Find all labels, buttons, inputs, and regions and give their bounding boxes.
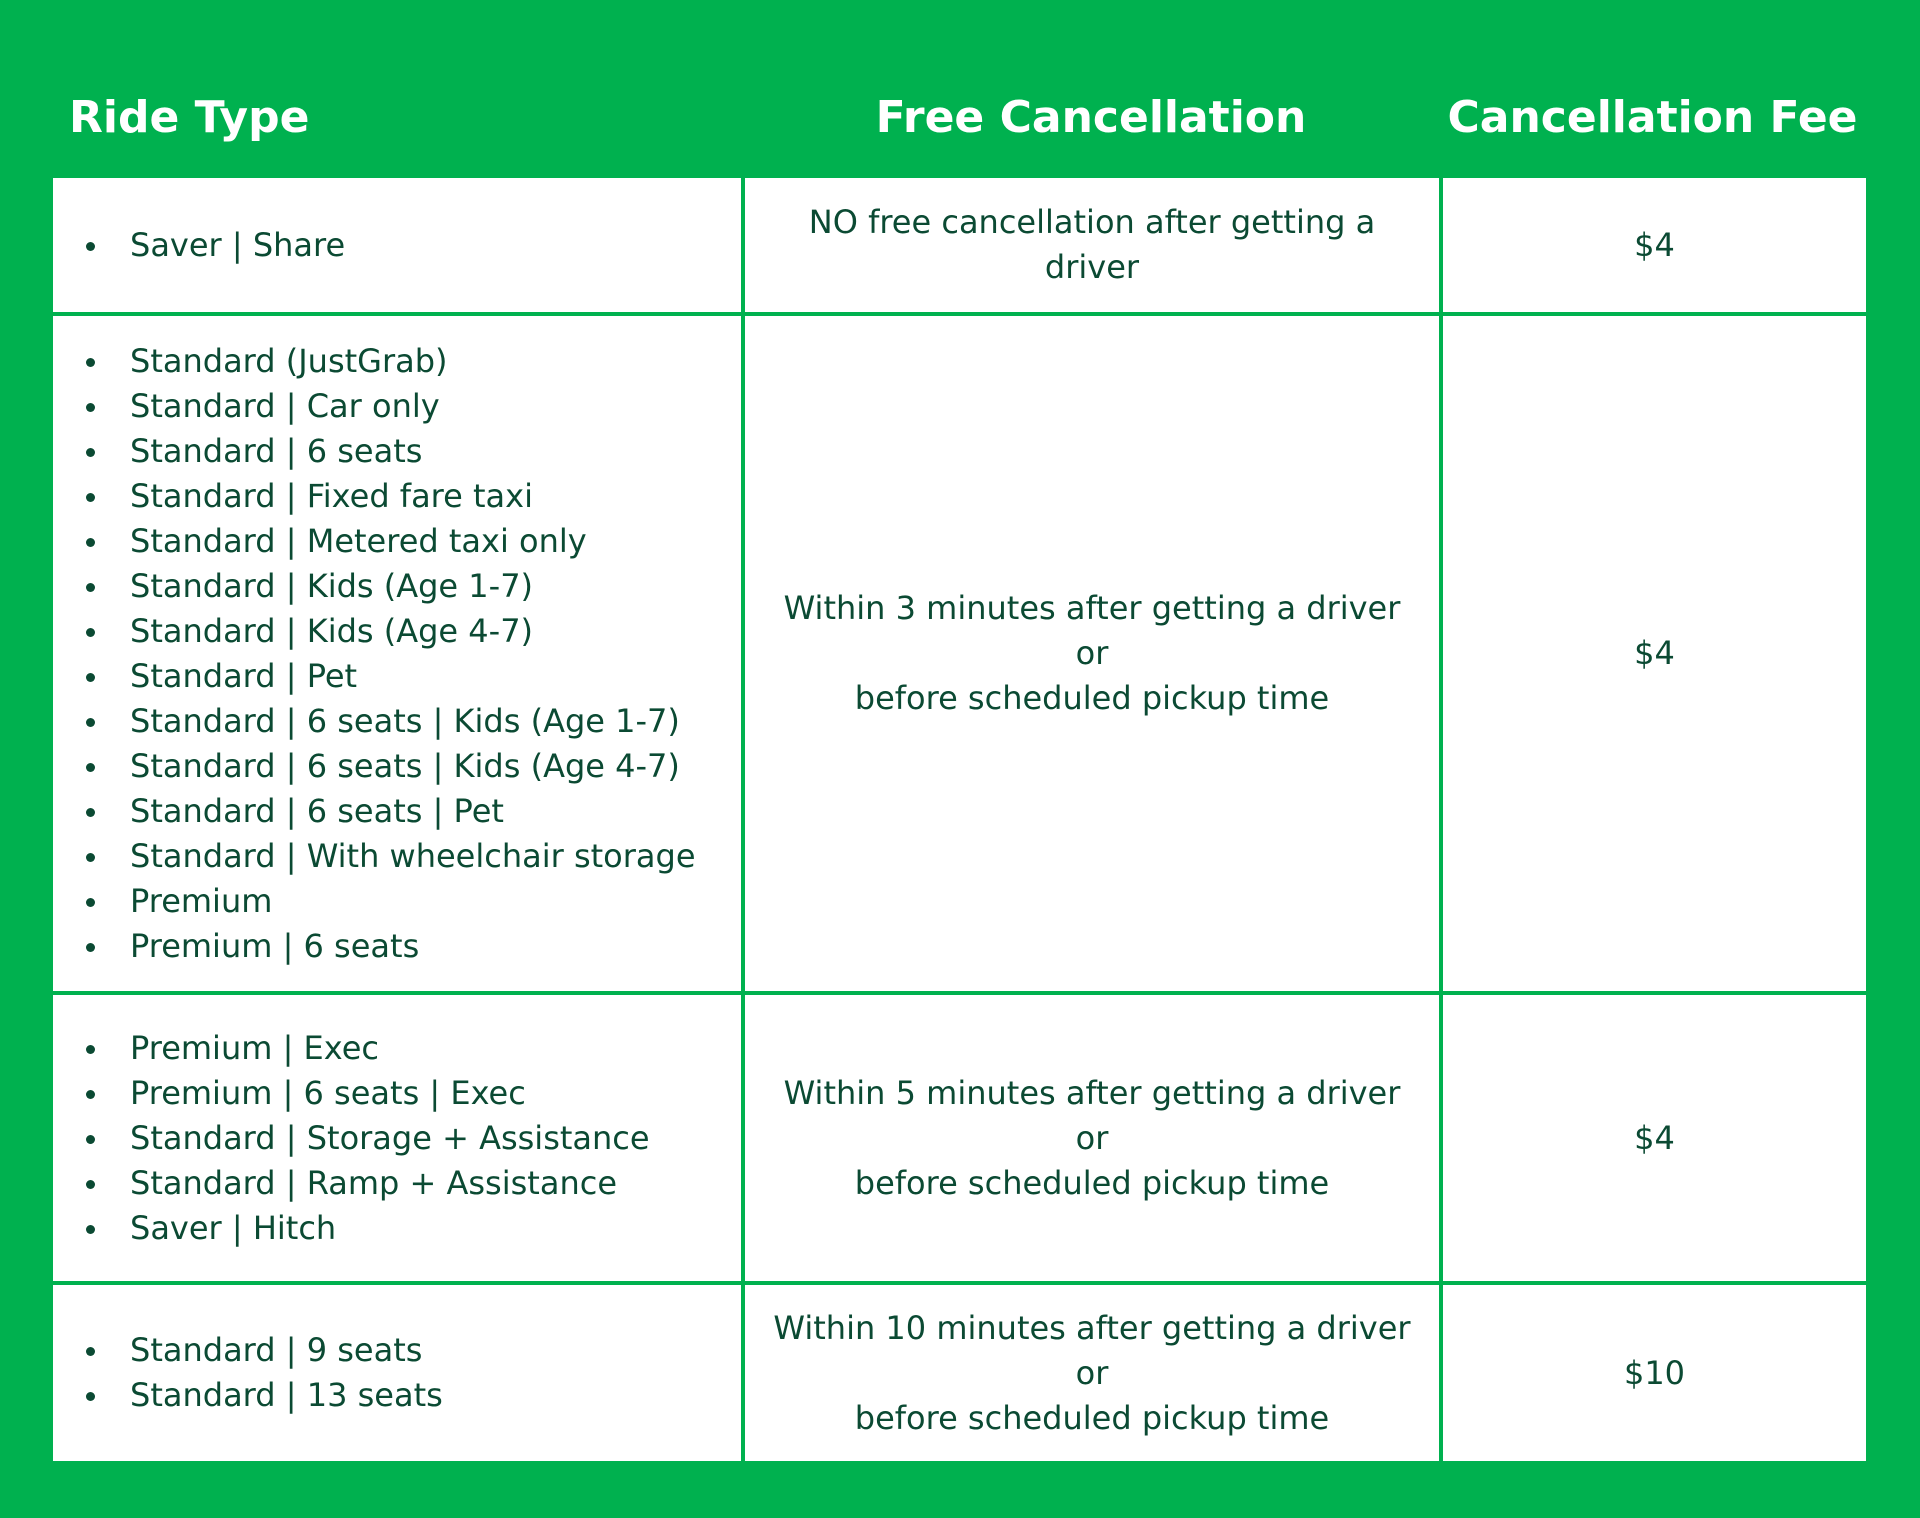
table-row (53, 178, 1866, 312)
list-item: Standard | 6 seats | Kids (Age 4-7) (83, 744, 696, 789)
free-cancellation-text: driver (1044, 248, 1140, 286)
ride-type-list (83, 339, 696, 969)
ride-type-cell (53, 178, 741, 312)
list-item: Standard | Kids (Age 1-7) (83, 564, 696, 609)
header-ride-type: Ride Type (69, 92, 310, 143)
list-item: Standard | 6 seats | Kids (Age 1-7) (83, 699, 696, 744)
ride-type-cell (53, 995, 741, 1281)
free-cancellation-cell (745, 316, 1439, 991)
ride-type-list (83, 1026, 650, 1251)
list-item: Premium | 6 seats (83, 924, 696, 969)
fee-cell (1443, 995, 1866, 1281)
ride-type-list (83, 1328, 443, 1418)
list-item: Premium (83, 879, 696, 924)
free-cancellation-text: NO free cancellation after getting a (808, 203, 1376, 241)
table-row (53, 316, 1866, 991)
free-cancellation-text: or (1075, 1118, 1109, 1157)
header-cancellation-fee: Cancellation Fee (1447, 92, 1858, 143)
table-row (53, 1285, 1866, 1461)
list-item: Standard | Metered taxi only (83, 519, 696, 564)
free-cancellation-text: Within 3 minutes after getting a driver (783, 589, 1401, 627)
ride-type-list (83, 223, 345, 268)
free-cancellation-text: or (1075, 1353, 1109, 1392)
free-cancellation-text: Within 10 minutes after getting a driver (773, 1308, 1411, 1347)
list-item: Premium | 6 seats | Exec (83, 1071, 650, 1116)
table-row (53, 995, 1866, 1281)
fee-value: $4 (1634, 634, 1675, 672)
list-item: Saver | Hitch (83, 1206, 650, 1251)
header-free-cancellation: Free Cancellation (875, 92, 1307, 143)
list-item: Standard (JustGrab) (83, 339, 696, 384)
list-item: Standard | Car only (83, 384, 696, 429)
list-item: Standard | 9 seats (83, 1328, 443, 1373)
free-cancellation-cell (745, 1285, 1439, 1461)
fee-value: $4 (1634, 225, 1675, 264)
list-item: Standard | Ramp + Assistance (83, 1161, 650, 1206)
list-item: Standard | Storage + Assistance (83, 1116, 650, 1161)
list-item: Standard | Kids (Age 4-7) (83, 609, 696, 654)
list-item: Standard | With wheelchair storage (83, 834, 696, 879)
free-cancellation-cell (745, 178, 1439, 312)
list-item: Standard | 13 seats (83, 1373, 443, 1418)
fee-value: $10 (1623, 1353, 1686, 1392)
free-cancellation-text: before scheduled pickup time (854, 1398, 1330, 1437)
fee-cell (1443, 1285, 1866, 1461)
free-cancellation-text: Within 5 minutes after getting a driver (783, 1073, 1401, 1112)
fee-cell (1443, 178, 1866, 312)
free-cancellation-text: before scheduled pickup time (854, 1163, 1330, 1202)
free-cancellation-text: before scheduled pickup time (854, 679, 1330, 717)
table-header (0, 80, 1920, 155)
list-item: Saver | Share (83, 223, 345, 268)
list-item: Premium | Exec (83, 1026, 650, 1071)
free-cancellation-text: or (1075, 634, 1109, 672)
list-item: Standard | 6 seats | Pet (83, 789, 696, 834)
ride-type-cell (53, 1285, 741, 1461)
ride-type-cell (53, 316, 741, 991)
list-item: Standard | Pet (83, 654, 696, 699)
fee-cell (1443, 316, 1866, 991)
list-item: Standard | Fixed fare taxi (83, 474, 696, 519)
list-item: Standard | 6 seats (83, 429, 696, 474)
fee-value: $4 (1634, 1118, 1675, 1157)
free-cancellation-cell (745, 995, 1439, 1281)
